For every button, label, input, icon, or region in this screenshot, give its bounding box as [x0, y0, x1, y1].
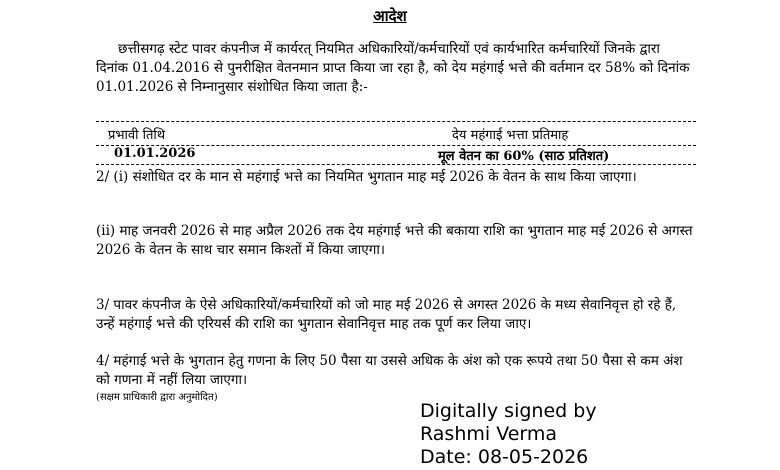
- signature-date: Date: 08-05-2026: [420, 446, 589, 468]
- signature-name: Rashmi Verma: [420, 423, 558, 445]
- header-da-rate: देय महंगाई भत्ता प्रतिमाह: [452, 128, 569, 143]
- intro-paragraph: छत्तीसगढ़ स्टेट पावर कंपनीज में कार्यरत् नियमित अधिकारियों/कर्मचारियों एवं कार्यभारित कर्मचारियों जिनके द्वारा दिनांक 01.04.2016 से पुनरीक्षित वेतनमान प्राप्त किया जा रहा है, को देय महंगाई भत्ते की वर्तमान दर 58% को दिनांक 01.01.2026 से निम्नानुसार संशोधित किया जाता है:-: [96, 41, 690, 95]
- header-effective-date: प्रभावी तिथि: [108, 128, 166, 143]
- paragraph-3: 3/ पावर कंपनीज के ऐसे अधिकारियों/कर्मचारियों को जो माह मई 2026 से अगस्त 2026 के मध्य सेवानिवृत्त हो रहे हैं, उन्हें महंगाई भत्ते की एरियर्स की राशि का भुगतान सेवानिवृत्त माह तक पूर्ण कर लिया जाए।: [96, 297, 677, 332]
- approval-note: (सक्षम प्राधिकारी द्वारा अनुमोदित): [96, 392, 218, 403]
- paragraph-2-ii: (ii) माह जनवरी 2026 से माह अप्रैल 2026 तक देय महंगाई भत्ते की बकाया राशि का भुगतान माह मई 2026 से अगस्त 2026 के वेतन के साथ चार समान किश्तों में किया जाएगा।: [96, 223, 693, 258]
- digital-signature: [420, 400, 597, 469]
- document-title: आदेश: [373, 7, 407, 25]
- paragraph-4: 4/ महंगाई भत्ते के भुगतान हेतु गणना के लिए 50 पैसा या उससे अधिक के अंश को एक रूपये तथा 50 पैसा से कम अंश को गणना में नहीं लिया जाएगा।: [96, 353, 683, 388]
- signature-line-1: Digitally signed by: [420, 400, 597, 422]
- row-effective-date: 01.01.2026: [114, 146, 196, 161]
- table-bottom-rule: [96, 164, 696, 165]
- row-da-rate: मूल वेतन का 60% (साठ प्रतिशत): [438, 149, 610, 164]
- table-top-rule: [96, 121, 696, 122]
- paragraph-2-i: 2/ (i) संशोधित दर के मान से महंगाई भत्ते का नियमित भुगतान माह मई 2026 के वेतन के साथ किया जाएगा।: [96, 169, 637, 185]
